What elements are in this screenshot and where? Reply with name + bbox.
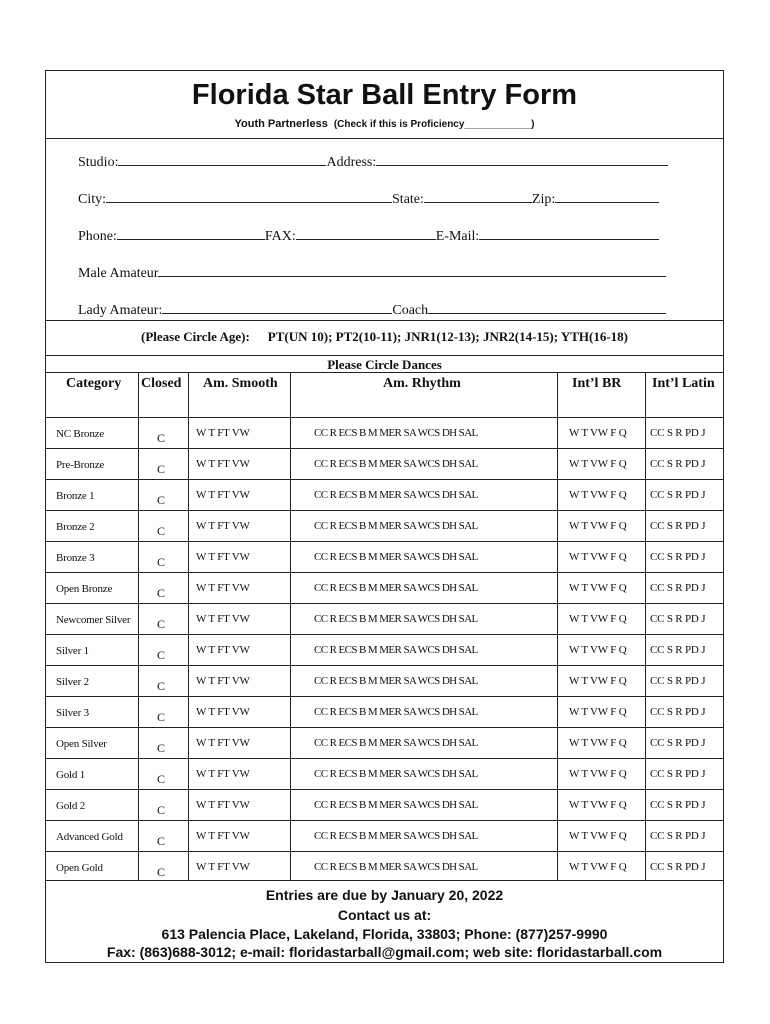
lady-amateur-field[interactable]: [162, 300, 392, 314]
cell-category: Gold 1: [56, 769, 86, 781]
cell-intl-br[interactable]: W T VW F Q: [569, 582, 627, 594]
row-divider: [46, 696, 723, 697]
cell-closed[interactable]: C: [157, 834, 165, 848]
studio-address-row: [78, 152, 668, 171]
zip-label: Zip:: [531, 192, 556, 207]
cell-intl-latin[interactable]: CC S R PD J: [650, 830, 706, 842]
row-divider: [46, 758, 723, 759]
age-label: (Please Circle Age):: [141, 329, 250, 344]
divider-ages-bottom: [46, 355, 723, 356]
cell-rhythm[interactable]: CC R ECS B M MER SA WCS DH SAL: [314, 489, 478, 501]
cell-intl-br[interactable]: W T VW F Q: [569, 489, 627, 501]
cell-intl-br[interactable]: W T VW F Q: [569, 644, 627, 656]
row-divider: [46, 541, 723, 542]
cell-intl-latin[interactable]: CC S R PD J: [650, 489, 706, 501]
cell-closed[interactable]: C: [157, 493, 165, 507]
header-intl-br: Int’l BR: [572, 376, 622, 391]
cell-smooth[interactable]: W T FT VW: [196, 768, 250, 780]
cell-intl-latin[interactable]: CC S R PD J: [650, 613, 706, 625]
studio-field[interactable]: [118, 152, 326, 166]
studio-label: Studio:: [78, 155, 119, 170]
cell-intl-latin[interactable]: CC S R PD J: [650, 520, 706, 532]
fax-label: FAX:: [264, 229, 296, 244]
cell-intl-br[interactable]: W T VW F Q: [569, 830, 627, 842]
cell-intl-br[interactable]: W T VW F Q: [569, 458, 627, 470]
phone-label: Phone:: [78, 229, 117, 244]
cell-category: Silver 3: [56, 707, 89, 719]
footer-contact: Contact us at:: [337, 907, 432, 923]
cell-rhythm[interactable]: CC R ECS B M MER SA WCS DH SAL: [314, 768, 478, 780]
cell-intl-br[interactable]: W T VW F Q: [569, 551, 627, 563]
coach-label: Coach: [392, 303, 429, 318]
cell-rhythm[interactable]: CC R ECS B M MER SA WCS DH SAL: [314, 675, 478, 687]
entry-form: [45, 70, 724, 963]
cell-smooth[interactable]: W T FT VW: [196, 551, 250, 563]
cell-intl-latin[interactable]: CC S R PD J: [650, 675, 706, 687]
row-divider: [46, 479, 723, 480]
header-intl-latin: Int’l Latin: [652, 376, 715, 391]
cell-intl-br[interactable]: W T VW F Q: [569, 768, 627, 780]
cell-smooth[interactable]: W T FT VW: [196, 675, 250, 687]
address-field[interactable]: [376, 152, 668, 166]
cell-smooth[interactable]: W T FT VW: [196, 582, 250, 594]
city-field[interactable]: [106, 189, 392, 203]
footer-due: Entries are due by January 20, 2022: [265, 887, 504, 903]
header-am-smooth: Am. Smooth: [203, 376, 278, 391]
cell-intl-br[interactable]: W T VW F Q: [569, 799, 627, 811]
footer-fax-email-web: Fax: (863)688-3012; e-mail: floridastarball@gmail.com; web site: floridastarball.com: [106, 944, 663, 960]
cell-intl-br[interactable]: W T VW F Q: [569, 675, 627, 687]
cell-intl-br[interactable]: W T VW F Q: [569, 861, 627, 873]
header-closed: Closed: [141, 376, 182, 391]
cell-intl-latin[interactable]: CC S R PD J: [650, 458, 706, 470]
proficiency-note[interactable]: (Check if this is Proficiency____________): [333, 119, 535, 130]
row-divider: [46, 727, 723, 728]
cell-closed[interactable]: C: [157, 741, 165, 755]
cell-intl-latin[interactable]: CC S R PD J: [650, 582, 706, 594]
row-divider: [46, 789, 723, 790]
cell-category: Open Gold: [56, 862, 103, 874]
cell-smooth[interactable]: W T FT VW: [196, 861, 250, 873]
city-state-zip-row: [78, 189, 659, 208]
cell-intl-latin[interactable]: CC S R PD J: [650, 644, 706, 656]
cell-category: Bronze 2: [56, 521, 95, 533]
phone-fax-email-row: [78, 226, 659, 245]
divider-dances: [46, 372, 723, 373]
cell-closed[interactable]: C: [157, 431, 165, 445]
cell-smooth[interactable]: W T FT VW: [196, 706, 250, 718]
header-am-rhythm: Am. Rhythm: [383, 376, 461, 391]
phone-field[interactable]: [117, 226, 265, 240]
cell-smooth[interactable]: W T FT VW: [196, 613, 250, 625]
cell-intl-br[interactable]: W T VW F Q: [569, 737, 627, 749]
cell-intl-br[interactable]: W T VW F Q: [569, 520, 627, 532]
circle-dances-label: Please Circle Dances: [327, 357, 442, 372]
lady-amateur-label: Lady Amateur:: [78, 303, 163, 318]
cell-closed[interactable]: C: [157, 648, 165, 662]
cell-intl-br[interactable]: W T VW F Q: [569, 427, 627, 439]
cell-rhythm[interactable]: CC R ECS B M MER SA WCS DH SAL: [314, 644, 478, 656]
cell-closed[interactable]: C: [157, 803, 165, 817]
lady-amateur-coach-row: [78, 300, 666, 319]
cell-smooth[interactable]: W T FT VW: [196, 520, 250, 532]
cell-closed[interactable]: C: [157, 524, 165, 538]
address-label: Address:: [326, 155, 377, 170]
divider-header: [46, 138, 723, 139]
divider-footer: [46, 880, 723, 881]
cell-category: Open Bronze: [56, 583, 113, 595]
cell-category: Bronze 1: [56, 490, 95, 502]
email-field[interactable]: [479, 226, 659, 240]
cell-smooth[interactable]: W T FT VW: [196, 644, 250, 656]
cell-closed[interactable]: C: [157, 617, 165, 631]
row-divider: [46, 417, 723, 418]
header-category: Category: [66, 376, 122, 391]
cell-rhythm[interactable]: CC R ECS B M MER SA WCS DH SAL: [314, 427, 478, 439]
male-amateur-label: Male Amateur: [78, 266, 159, 281]
cell-closed[interactable]: C: [157, 679, 165, 693]
cell-category: NC Bronze: [56, 428, 104, 440]
row-divider: [46, 634, 723, 635]
divider-ages-top: [46, 320, 723, 321]
cell-intl-br[interactable]: W T VW F Q: [569, 613, 627, 625]
row-divider: [46, 448, 723, 449]
cell-smooth[interactable]: W T FT VW: [196, 830, 250, 842]
cell-intl-br[interactable]: W T VW F Q: [569, 706, 627, 718]
cell-smooth[interactable]: W T FT VW: [196, 489, 250, 501]
cell-intl-latin[interactable]: CC S R PD J: [650, 768, 706, 780]
fax-field[interactable]: [296, 226, 436, 240]
cell-rhythm[interactable]: CC R ECS B M MER SA WCS DH SAL: [314, 737, 478, 749]
cell-category: Silver 1: [56, 645, 89, 657]
cell-smooth[interactable]: W T FT VW: [196, 427, 250, 439]
cell-intl-latin[interactable]: CC S R PD J: [650, 737, 706, 749]
row-divider: [46, 665, 723, 666]
form-title: Florida Star Ball Entry Form: [191, 79, 578, 111]
cell-closed[interactable]: C: [157, 710, 165, 724]
cell-category: Pre-Bronze: [56, 459, 105, 471]
cell-intl-latin[interactable]: CC S R PD J: [650, 427, 706, 439]
email-label: E-Mail:: [435, 229, 480, 244]
row-divider: [46, 510, 723, 511]
cell-rhythm[interactable]: CC R ECS B M MER SA WCS DH SAL: [314, 520, 478, 532]
row-divider: [46, 851, 723, 852]
cell-category: Bronze 3: [56, 552, 95, 564]
cell-intl-latin[interactable]: CC S R PD J: [650, 799, 706, 811]
zip-field[interactable]: [555, 189, 659, 203]
cell-intl-latin[interactable]: CC S R PD J: [650, 861, 706, 873]
male-amateur-row: [78, 263, 666, 282]
cell-rhythm[interactable]: CC R ECS B M MER SA WCS DH SAL: [314, 613, 478, 625]
cell-closed[interactable]: C: [157, 772, 165, 786]
subtitle-text: Youth Partnerless: [234, 118, 328, 130]
footer-address: 613 Palencia Place, Lakeland, Florida, 33803; Phone: (877)257-9990: [161, 926, 608, 942]
cell-category: Newcomer Silver: [56, 614, 131, 626]
coach-field[interactable]: [428, 300, 666, 314]
cell-rhythm[interactable]: CC R ECS B M MER SA WCS DH SAL: [314, 830, 478, 842]
age-options[interactable]: PT(UN 10); PT2(10-11); JNR1(12-13); JNR2(14-15); YTH(16-18): [267, 329, 628, 344]
form-subtitle: [46, 118, 723, 130]
male-amateur-field[interactable]: [158, 263, 666, 277]
cell-intl-latin[interactable]: CC S R PD J: [650, 706, 706, 718]
cell-rhythm[interactable]: CC R ECS B M MER SA WCS DH SAL: [314, 582, 478, 594]
cell-closed[interactable]: C: [157, 586, 165, 600]
cell-category: Open Silver: [56, 738, 107, 750]
cell-smooth[interactable]: W T FT VW: [196, 799, 250, 811]
cell-rhythm[interactable]: CC R ECS B M MER SA WCS DH SAL: [314, 458, 478, 470]
cell-rhythm[interactable]: CC R ECS B M MER SA WCS DH SAL: [314, 799, 478, 811]
row-divider: [46, 603, 723, 604]
cell-intl-latin[interactable]: CC S R PD J: [650, 551, 706, 563]
cell-category: Gold 2: [56, 800, 86, 812]
row-divider: [46, 572, 723, 573]
cell-closed[interactable]: C: [157, 555, 165, 569]
state-field[interactable]: [424, 189, 532, 203]
cell-smooth[interactable]: W T FT VW: [196, 737, 250, 749]
cell-category: Advanced Gold: [56, 831, 123, 843]
cell-closed[interactable]: C: [157, 462, 165, 476]
cell-closed[interactable]: C: [157, 865, 165, 879]
age-selection: [46, 329, 723, 345]
city-label: City:: [78, 192, 107, 207]
state-label: State:: [392, 192, 424, 207]
row-divider: [46, 820, 723, 821]
cell-rhythm[interactable]: CC R ECS B M MER SA WCS DH SAL: [314, 551, 478, 563]
cell-rhythm[interactable]: CC R ECS B M MER SA WCS DH SAL: [314, 706, 478, 718]
cell-smooth[interactable]: W T FT VW: [196, 458, 250, 470]
cell-rhythm[interactable]: CC R ECS B M MER SA WCS DH SAL: [314, 861, 478, 873]
cell-category: Silver 2: [56, 676, 89, 688]
